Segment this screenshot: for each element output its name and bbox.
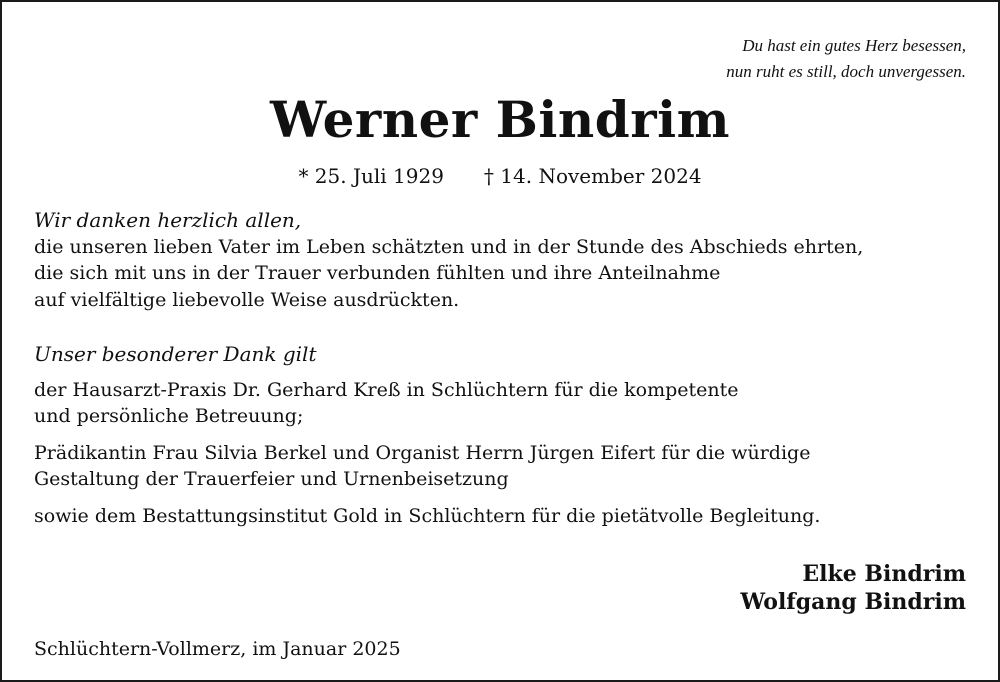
thanks-section — [34, 207, 863, 313]
special-thanks-line: und persönliche Betreuung; — [34, 405, 304, 427]
motto-verse — [726, 33, 966, 85]
place-and-date: Schlüchtern-Vollmerz, im Januar 2025 — [34, 638, 401, 660]
special-thanks-section — [34, 341, 820, 529]
thanks-heading: Wir danken herzlich allen, — [34, 208, 302, 232]
special-thanks-line: der Hausarzt-Praxis Dr. Gerhard Kreß in Schlüchtern für die kompetente — [34, 378, 739, 401]
signatories — [740, 560, 966, 616]
motto-line: Du hast ein gutes Herz besessen, — [742, 36, 966, 55]
signer-name: Wolfgang Bindrim — [740, 589, 966, 615]
special-thanks-line: Prädikantin Frau Silvia Berkel und Organist Herrn Jürgen Eifert für die würdige — [34, 441, 811, 464]
thanks-line: die unseren lieben Vater im Leben schätzten und in der Stunde des Abschieds ehrten, — [34, 235, 864, 258]
special-thanks-line: sowie dem Bestattungsinstitut Gold in Schlüchtern für die pietätvolle Begleitung. — [34, 504, 821, 527]
special-thanks-line: Gestaltung der Trauerfeier und Urnenbeisetzung — [34, 468, 509, 490]
deceased-name: Werner Bindrim — [270, 90, 730, 149]
thanks-line: auf vielfältige liebevolle Weise ausdrückten. — [34, 288, 460, 311]
death-date: † 14. November 2024 — [483, 164, 702, 188]
thanks-line: die sich mit uns in der Trauer verbunden fühlten und ihre Anteilnahme — [34, 262, 721, 284]
signer-name: Elke Bindrim — [802, 561, 966, 587]
motto-line: nun ruht es still, doch unvergessen. — [726, 62, 966, 81]
birth-date: * 25. Juli 1929 — [298, 164, 444, 188]
special-thanks-heading: Unser besonderer Dank gilt — [34, 342, 317, 366]
life-dates — [2, 163, 998, 189]
